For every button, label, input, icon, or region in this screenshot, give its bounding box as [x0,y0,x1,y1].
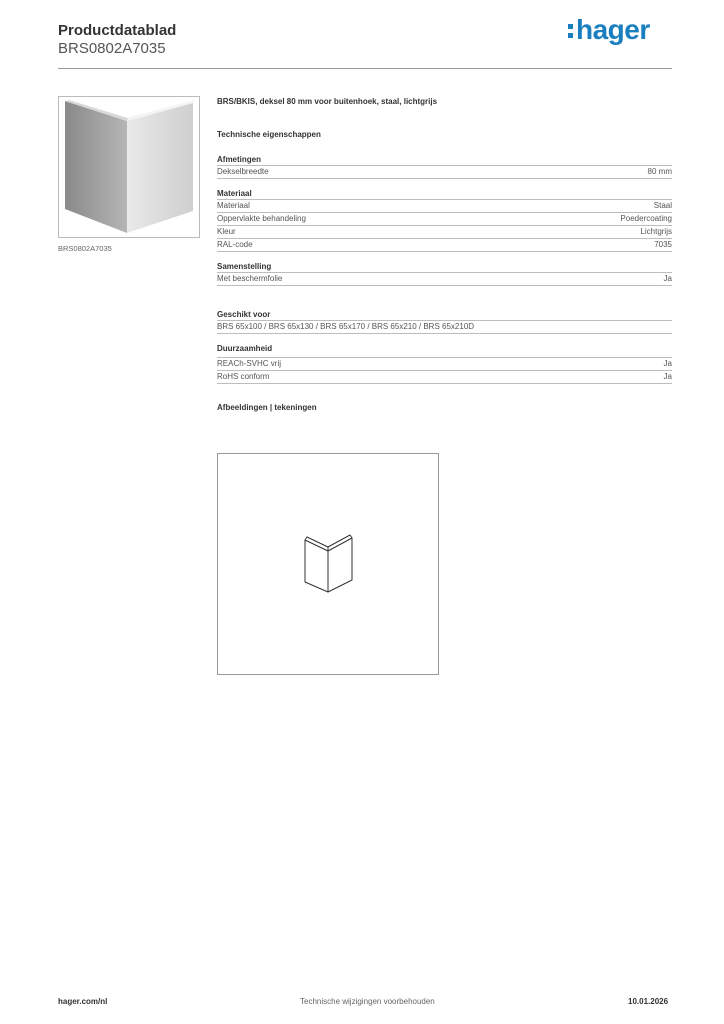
row-value: Poedercoating [620,214,672,223]
footer-date: 10.01.2026 [628,997,669,1006]
row-key: Dekselbreedte [217,167,269,176]
page-title: Productdatablad [58,22,177,39]
header-divider [58,68,672,69]
table-row [217,239,672,252]
table-row [217,165,672,179]
section-duurzaamheid [217,357,672,384]
corner-cover-image [59,97,199,237]
row-value: Ja [663,359,672,368]
footer-disclaimer: Technische wijzigingen voorbehouden [300,997,435,1006]
logo-dots-icon [568,24,573,42]
product-description: BRS/BKIS, deksel 80 mm voor buitenhoek, staal, lichtgrijs [217,97,438,106]
row-key: RoHS conform [217,372,270,381]
product-photo [58,96,200,238]
hager-logo[interactable] [568,14,650,46]
table-row [217,226,672,239]
section-afmetingen [217,165,672,179]
row-key: RAL-code [217,240,253,249]
row-key: REACh-SVHC vrij [217,359,282,368]
corner-cover-drawing [218,454,438,674]
section-geschikt [217,320,672,334]
section-afmetingen-label: Afmetingen [217,155,261,164]
row-key: Kleur [217,227,236,236]
row-key: Oppervlakte behandeling [217,214,306,223]
row-value: 7035 [654,240,672,249]
logo-wordmark: hager [576,14,650,45]
section-samenstelling-label: Samenstelling [217,262,272,271]
section-duurzaamheid-label: Duurzaamheid [217,344,273,353]
technical-drawing [217,453,439,675]
table-row [217,357,672,371]
row-value: Lichtgrijs [640,227,672,236]
row-value: Ja [663,372,672,381]
spec-content [217,96,672,413]
section-geschikt-label: Geschikt voor [217,310,271,319]
row-key: Materiaal [217,201,250,210]
section-materiaal-label: Materiaal [217,189,252,198]
row-key: Met beschermfolie [217,274,283,283]
table-row [217,272,672,286]
footer-website-link[interactable]: hager.com/nl [58,997,108,1006]
photo-caption: BRS0802A7035 [58,244,112,253]
table-row [217,213,672,226]
table-row [217,371,672,384]
technical-heading: Technische eigenschappen [217,130,321,139]
drawings-heading: Afbeeldingen | tekeningen [217,403,317,412]
section-samenstelling [217,272,672,286]
row-value: Ja [663,274,672,283]
row-value: Staal [653,201,672,210]
table-row [217,199,672,213]
table-row [217,320,672,334]
row-key: BRS 65x100 / BRS 65x130 / BRS 65x170 / BRS 65x210 / BRS 65x210D [217,322,475,331]
article-number: BRS0802A7035 [58,40,166,57]
section-materiaal [217,199,672,252]
row-value: 80 mm [647,167,672,176]
